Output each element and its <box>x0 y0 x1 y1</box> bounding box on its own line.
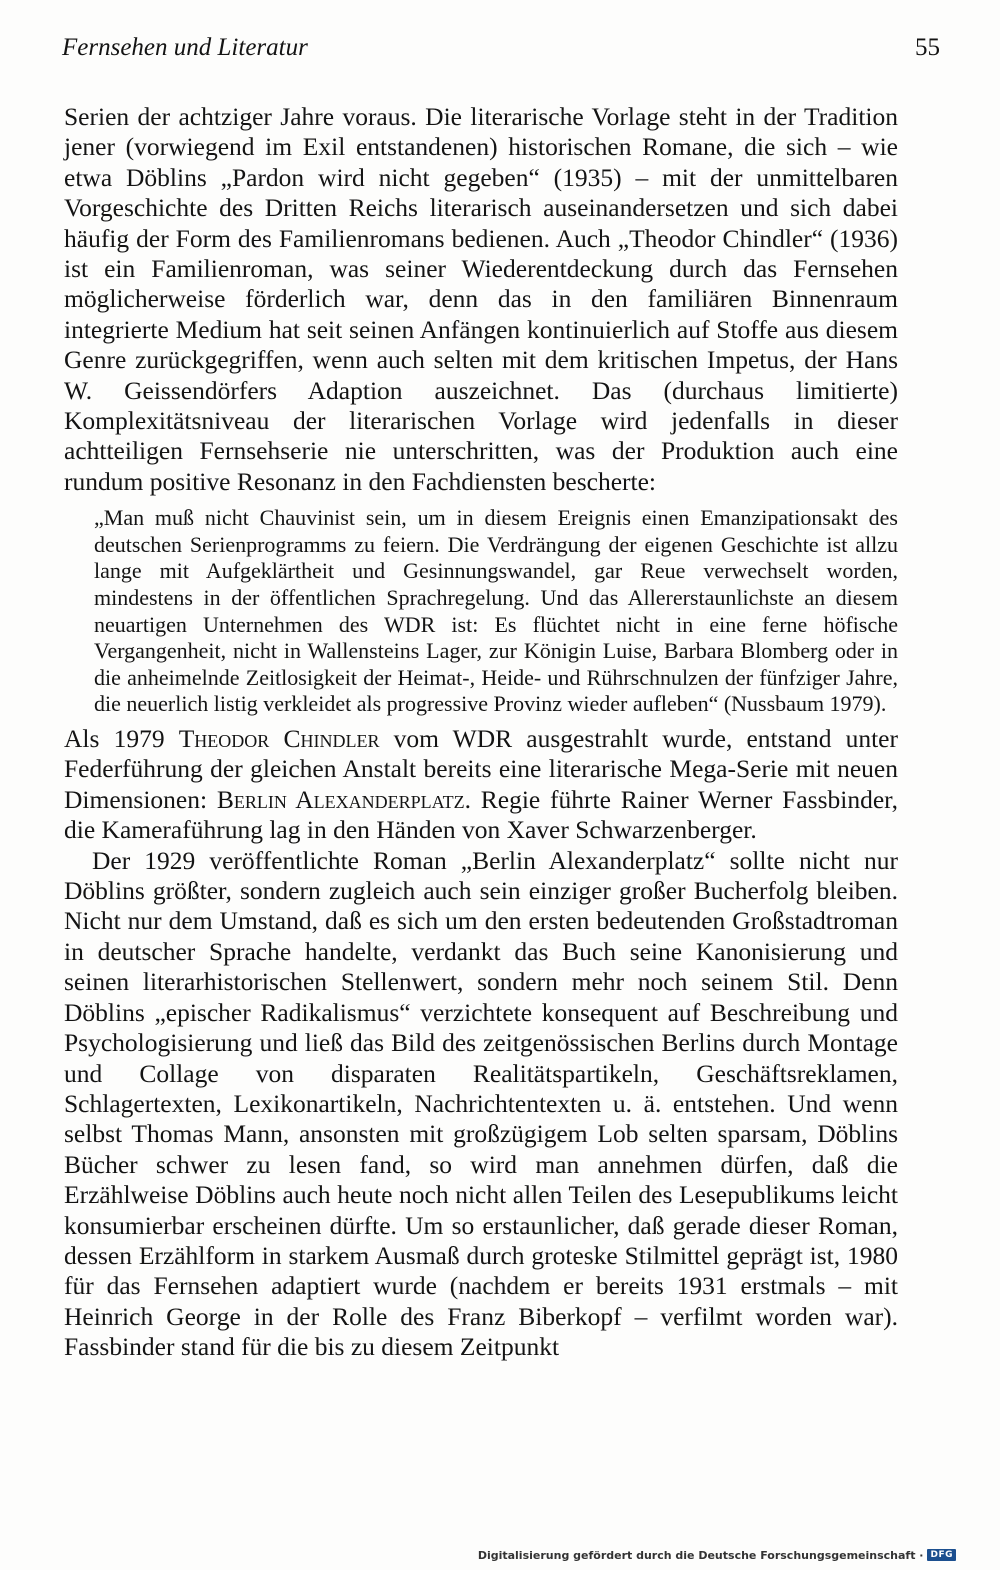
block-quote: „Man muß nicht Chauvinist sein, um in diesem Ereignis einen Emanzipationsakt des deutschen Serienprogramms zu feiern. Die Verdrängung der eigenen Geschichte ist allzu lange mit Aufgeklärtheit und Gesinnungswandel, gar Reue verwechselt worden, mindestens in der öffentlichen Sprachregelung. Und das Allererstaunlichste an diesem neuartigen Unternehmen des WDR ist: Es flüchtet nicht in eine ferne höfische Vergangenheit, nicht in Wallensteins Lager, zur Königin Luise, Barbara Blomberg oder in die anheimelnde Zeitlosigkeit der Heimat-, Heide- und Rührschnulzen der fünfziger Jahre, die neuerlich listig verkleidet als progressive Provinz wieder aufleben“ (Nussbaum 1979). <box>94 505 898 717</box>
title-theodor-chindler: Theodor Chindler <box>178 724 380 754</box>
page-header <box>62 34 940 74</box>
body-text <box>64 102 898 1363</box>
paragraph-2-text-1: Als 1979 <box>64 724 179 754</box>
paragraph-2-text-3: . Regie führte Rainer Werner Fassbinder, die Kameraführung lag in den Händen von Xaver Schwarzenberger. <box>64 784 898 845</box>
digitization-footer <box>478 1546 956 1564</box>
dfg-logo: DFG <box>927 1549 956 1561</box>
running-title: Fernsehen und Literatur <box>62 34 308 61</box>
title-berlin-alexanderplatz: Berlin Alexanderplatz <box>216 784 465 814</box>
paragraph-3: Der 1929 veröffentlichte Roman „Berlin Alexanderplatz“ sollte nicht nur Döblins größter, sondern zugleich auch sein einziger großer Bucherfolg bleiben. Nicht nur dem Umstand, daß es sich um den ersten bedeutenden Großstadtroman in deutscher Sprache handelte, verdankt das Buch seine Kanonisierung und seinen literarhistorischen Stellenwert, sondern mehr noch seinem Stil. Denn Döblins „epischer Radikalismus“ verzichtete konsequent auf Beschreibung und Psychologisierung und ließ das Bild des zeitgenössischen Berlins durch Montage und Collage von disparaten Realitätspartikeln, Geschäftsreklamen, Schlagertexten, Lexikonartikeln, Nachrichtentexten u. ä. entstehen. Und wenn selbst Thomas Mann, ansonsten mit großzügigem Lob selten sparsam, Döblins Bücher schwer zu lesen fand, so wird man annehmen dürfen, daß die Erzählweise Döblins auch heute noch nicht allen Teilen des Lesepublikums leicht konsumierbar erscheinen dürfte. Um so erstaunlicher, daß gerade dieser Roman, dessen Erzählform in starkem Ausmaß durch groteske Stilmittel geprägt ist, 1980 für das Fernsehen adaptiert wurde (nachdem er bereits 1931 erstmals – mit Heinrich George in der Rolle des Franz Biberkopf – verfilmt worden war). Fassbinder stand für die bis zu diesem Zeitpunkt <box>64 845 898 1362</box>
paragraph-1: Serien der achtziger Jahre voraus. Die literarische Vorlage steht in der Tradition jener (vorwiegend im Exil entstandenen) historischen Romane, die sich – wie etwa Döblins „Pardon wird nicht gegeben“ (1935) – mit der unmittelbaren Vorgeschichte des Dritten Reichs literarisch auseinandersetzen und sich dabei häufig der Form des Familienromans bedienen. Auch „Theodor Chindler“ (1936) ist ein Familienroman, was seiner Wiederentdeckung durch das Fernsehen möglicherweise förderlich war, denn das in den familiären Binnenraum integrierte Medium hat seit seinen Anfängen kontinuierlich auf Stoffe aus diesem Genre zurückgegriffen, wenn auch selten mit dem kritischen Impetus, der Hans W. Geissendörfers Adaption auszeichnet. Das (durchaus limitierte) Komplexitätsniveau der literarischen Vorlage wird jedenfalls in dieser achtteiligen Fernsehserie nie unterschritten, was der Produktion auch eine rundum positive Resonanz in den Fachdiensten bescherte: <box>64 102 898 496</box>
page-number: 55 <box>915 34 940 61</box>
paragraph-2-text-2: vom WDR ausgestrahlt wurde, entstand unter Federführung der gleichen Anstalt bereits eine literarische Mega-Serie mit neuen Dimensionen: <box>64 724 898 814</box>
footer-text: Digitalisierung gefördert durch die Deutsche Forschungsgemeinschaft · <box>477 1548 924 1562</box>
paragraph-2 <box>64 724 898 846</box>
